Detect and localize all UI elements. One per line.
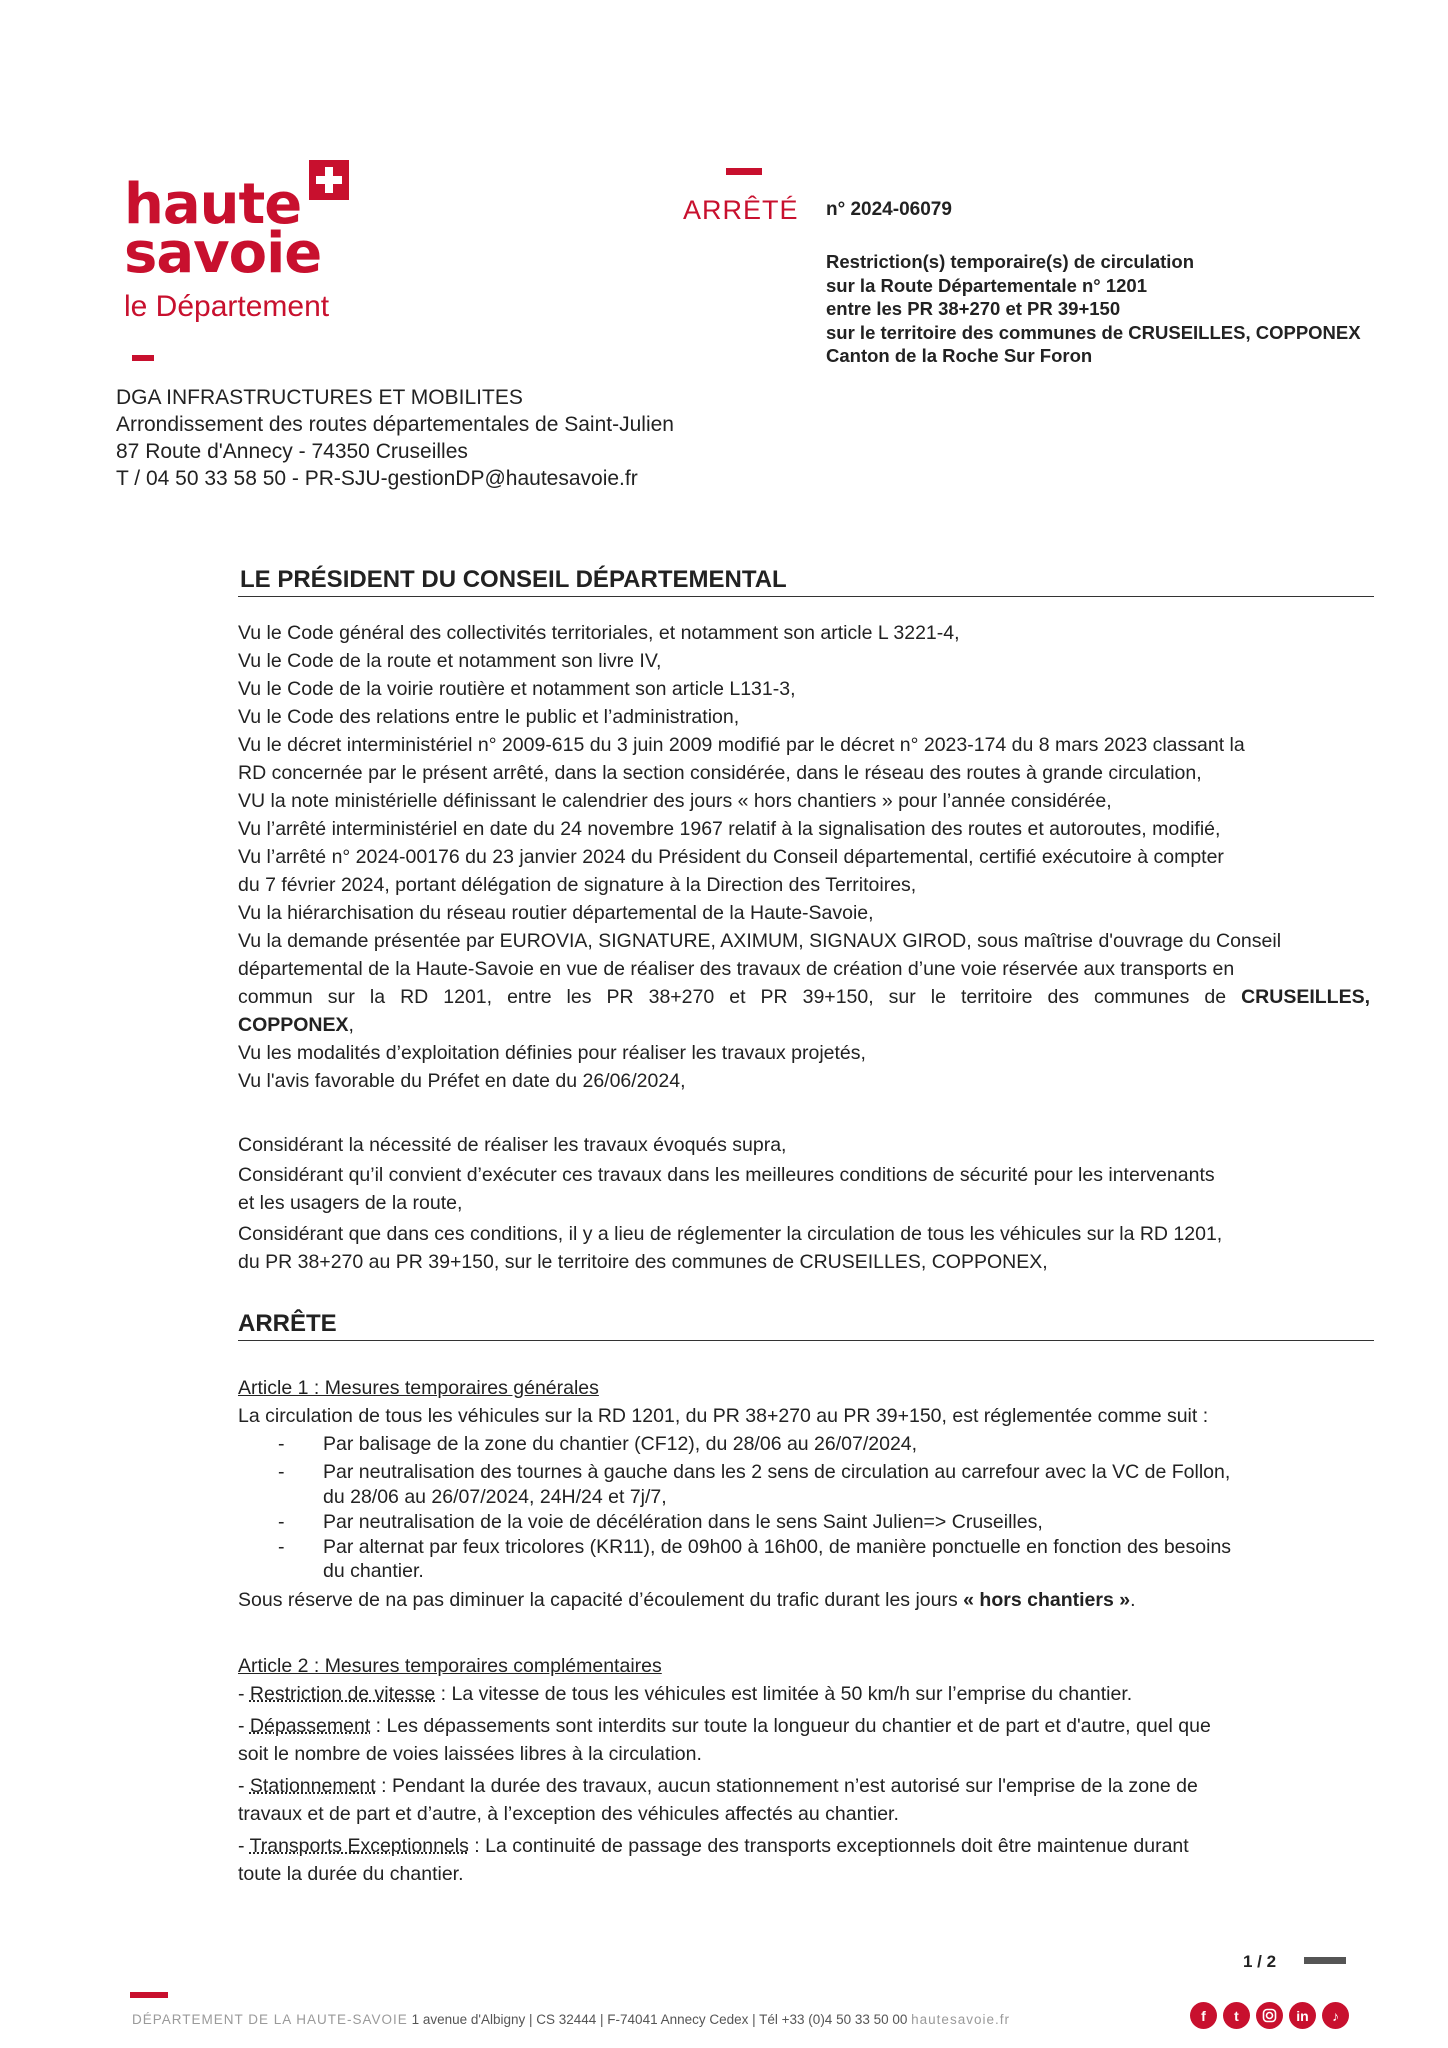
- measure-label: Transports Exceptionnels: [249, 1835, 469, 1857]
- punctuation: ,: [348, 1014, 354, 1036]
- linkedin-icon[interactable]: in: [1289, 2002, 1316, 2029]
- vu-clause-justified: [238, 983, 1370, 1011]
- vu-clause: Vu l’arrêté interministériel en date du 24 novembre 1967 relatif à la signalisation des routes et autoroutes, modifié,: [238, 818, 1221, 840]
- measure-label: Stationnement: [249, 1775, 376, 1797]
- article-1-reserve: [238, 1586, 1370, 1614]
- sender-line: DGA INFRASTRUCTURES ET MOBILITES: [116, 386, 523, 409]
- vu-clause: Vu le Code de la voirie routière et notamment son article L131-3,: [238, 678, 796, 700]
- considerant-clauses: [238, 1131, 1370, 1276]
- article-1: [238, 1374, 1370, 1614]
- tiktok-icon[interactable]: ♪: [1322, 2002, 1349, 2029]
- logo-text-savoie: savoie: [124, 221, 322, 286]
- instagram-icon[interactable]: [1256, 2002, 1283, 2029]
- measure-exceptional-transport: [238, 1832, 1370, 1860]
- article-2-heading: Article 2 : Mesures temporaires complémentaires: [238, 1655, 662, 1677]
- measure-overtaking: [238, 1712, 1370, 1740]
- sender-address-block: [116, 384, 674, 492]
- bullet-text: Par balisage de la zone du chantier (CF12), du 28/06 au 26/07/2024,: [323, 1433, 918, 1455]
- considerant-clause: Considérant que dans ces conditions, il y a lieu de réglementer la circulation de tous les véhicules sur la RD 1201,: [238, 1223, 1223, 1245]
- twitter-icon[interactable]: t: [1223, 2002, 1250, 2029]
- restriction-line: entre les PR 38+270 et PR 39+150: [826, 298, 1121, 319]
- title-rule: [238, 596, 1374, 597]
- article-1-heading: Article 1 : Mesures temporaires générales: [238, 1377, 599, 1399]
- bullet-text: Par alternat par feux tricolores (KR11), de 09h00 à 16h00, de manière ponctuelle en fonction des besoins: [323, 1536, 1232, 1558]
- vu-clause-text: commun sur la RD 1201, entre les PR 38+270 et PR 39+150, sur le territoire des communes de: [238, 986, 1227, 1008]
- vu-clause: Vu la demande présentée par EUROVIA, SIGNATURE, AXIMUM, SIGNAUX GIROD, sous maîtrise d'ouvrage du Conseil: [238, 930, 1282, 952]
- facebook-icon[interactable]: f: [1190, 2002, 1217, 2029]
- restriction-line: Restriction(s) temporaire(s) de circulation: [826, 251, 1195, 272]
- sender-line: Arrondissement des routes départementales de Saint-Julien: [116, 413, 674, 436]
- measure-text: : La vitesse de tous les véhicules est limitée à 50 km/h sur l’emprise du chantier.: [435, 1683, 1133, 1705]
- logo-text-department: le Département: [124, 290, 330, 323]
- footer-department: DÉPARTEMENT DE LA HAUTE-SAVOIE: [132, 2012, 408, 2027]
- department-logo: [124, 160, 364, 365]
- vu-clause: RD concernée par le présent arrêté, dans la section considérée, dans le réseau des routes à grande circulation,: [238, 762, 1202, 784]
- footer-website[interactable]: hautesavoie.fr: [911, 2012, 1010, 2027]
- restriction-line: sur le territoire des communes de CRUSEILLES, COPPONEX: [826, 321, 1361, 343]
- logo-accent-bar: [132, 355, 154, 361]
- reserve-text: Sous réserve de na pas diminuer la capacité d’écoulement du trafic durant les jours: [238, 1589, 958, 1611]
- restriction-summary: [826, 250, 1361, 368]
- vu-clause: Vu le Code général des collectivités territoriales, et notamment son article L 3221-4,: [238, 622, 960, 644]
- vu-clause: Vu l’arrêté n° 2024-00176 du 23 janvier 2024 du Président du Conseil départemental, certifié exécutoire à compter: [238, 846, 1224, 868]
- measure-parking: [238, 1772, 1370, 1800]
- vu-clauses: [238, 619, 1370, 1095]
- bullet-text: du 28/06 au 26/07/2024, 24H/24 et 7j/7,: [323, 1486, 667, 1508]
- considerant-clause: du PR 38+270 au PR 39+150, sur le territoire des communes de CRUSEILLES, COPPONEX,: [238, 1251, 1048, 1273]
- measure-prefix: -: [238, 1775, 250, 1797]
- measure-parking-cont: travaux et de part et d’autre, à l’exception des véhicules affectés au chantier.: [238, 1803, 899, 1825]
- savoy-cross-icon: [309, 160, 349, 200]
- logo-text-haute: haute: [124, 172, 302, 237]
- vu-clause: Vu l'avis favorable du Préfet en date du 26/06/2024,: [238, 1070, 686, 1092]
- measure-text: : La continuité de passage des transports exceptionnels doit être maintenue durant: [468, 1835, 1189, 1857]
- president-title: LE PRÉSIDENT DU CONSEIL DÉPARTEMENTAL: [240, 566, 787, 593]
- article-1-bullet-cont: [238, 1486, 1370, 1508]
- measure-text: : Les dépassements sont interdits sur toute la longueur du chantier et de part et d'autre, quel que: [370, 1715, 1211, 1737]
- measure-exceptional-transport-cont: toute la durée du chantier.: [238, 1863, 464, 1885]
- considerant-clause: et les usagers de la route,: [238, 1192, 463, 1214]
- arrete-accent-bar: [726, 168, 762, 175]
- vu-clause: [238, 1011, 1370, 1039]
- vu-clause: Vu le Code de la route et notamment son livre IV,: [238, 650, 662, 672]
- measure-label: Dépassement: [249, 1715, 371, 1737]
- article-1-bullet: [238, 1430, 1370, 1458]
- restriction-line: sur la Route Départementale n° 1201: [826, 274, 1147, 296]
- bullet-text: du chantier.: [323, 1560, 424, 1582]
- punctuation: .: [1130, 1589, 1136, 1611]
- bullet-text: Par neutralisation de la voie de décélération dans le sens Saint Julien=> Cruseilles,: [323, 1511, 1043, 1533]
- measure-prefix: -: [238, 1715, 250, 1737]
- page-number: 1 / 2: [1243, 1952, 1277, 1971]
- measure-speed: [238, 1680, 1370, 1708]
- article-2: [238, 1652, 1370, 1888]
- considerant-clause: Considérant la nécessité de réaliser les travaux évoqués supra,: [238, 1134, 787, 1156]
- footer-accent-bar: [130, 1992, 168, 1998]
- page-marker-bar: [1304, 1957, 1346, 1964]
- commune-name: CRUSEILLES,: [1241, 986, 1371, 1008]
- footer-address-text: 1 avenue d'Albigny | CS 32444 | F-74041 Annecy Cedex | Tél +33 (0)4 50 33 50 00: [411, 2012, 908, 2027]
- vu-clause: Vu le Code des relations entre le public et l’administration,: [238, 706, 740, 728]
- measure-label: Restriction de vitesse: [249, 1683, 436, 1705]
- vu-clause: Vu le décret interministériel n° 2009-615 du 3 juin 2009 modifié par le décret n° 2023-174 du 8 mars 2023 classant la: [238, 734, 1245, 756]
- vu-clause: Vu les modalités d’exploitation définies pour réaliser les travaux projetés,: [238, 1042, 866, 1064]
- vu-clause: du 7 février 2024, portant délégation de signature à la Direction des Territoires,: [238, 874, 917, 896]
- vu-clause: départemental de la Haute-Savoie en vue de réaliser des travaux de création d’une voie réservée aux transports en: [238, 958, 1235, 980]
- footer-address: [132, 2012, 1010, 2027]
- article-1-bullet-cont: [238, 1558, 1370, 1584]
- arrete-label: ARRÊTÉ: [683, 195, 799, 225]
- measure-prefix: -: [238, 1683, 250, 1705]
- bullet-dash: -: [278, 1461, 285, 1483]
- arrete-rule: [238, 1340, 1374, 1341]
- article-1-bullet: [238, 1458, 1370, 1486]
- measure-overtaking-cont: soit le nombre de voies laissées libres à la circulation.: [238, 1743, 702, 1765]
- measure-text: : Pendant la durée des travaux, aucun stationnement n’est autorisé sur l'emprise de la zone de: [375, 1775, 1198, 1797]
- vu-clause: Vu la hiérarchisation du réseau routier départemental de la Haute-Savoie,: [238, 902, 874, 924]
- reserve-emphasis: « hors chantiers »: [963, 1589, 1131, 1611]
- arrete-number: n° 2024-06079: [826, 199, 952, 220]
- sender-contact-line: T / 04 50 33 58 50 - PR-SJU-gestionDP@hautesavoie.fr: [116, 467, 638, 490]
- commune-name: COPPONEX: [238, 1014, 349, 1036]
- bullet-dash: -: [278, 1536, 285, 1558]
- bullet-text: Par neutralisation des tournes à gauche dans les 2 sens de circulation au carrefour avec la VC de Follon,: [323, 1461, 1231, 1483]
- article-1-intro: La circulation de tous les véhicules sur la RD 1201, du PR 38+270 au PR 39+150, est réglementée comme suit :: [238, 1405, 1209, 1427]
- sender-line: 87 Route d'Annecy - 74350 Cruseilles: [116, 440, 468, 463]
- restriction-line: Canton de la Roche Sur Foron: [826, 345, 1093, 366]
- considerant-clause: Considérant qu’il convient d’exécuter ces travaux dans les meilleures conditions de sécurité pour les intervenants: [238, 1164, 1215, 1186]
- article-1-bullet: [238, 1508, 1370, 1536]
- social-links: [1190, 2002, 1349, 2032]
- vu-clause: VU la note ministérielle définissant le calendrier des jours « hors chantiers » pour l’année considérée,: [238, 790, 1112, 812]
- bullet-dash: -: [278, 1433, 285, 1455]
- bullet-dash: -: [278, 1511, 285, 1533]
- article-1-bullet: [238, 1536, 1370, 1558]
- measure-prefix: -: [238, 1835, 250, 1857]
- arrete-title: ARRÊTE: [238, 1310, 337, 1337]
